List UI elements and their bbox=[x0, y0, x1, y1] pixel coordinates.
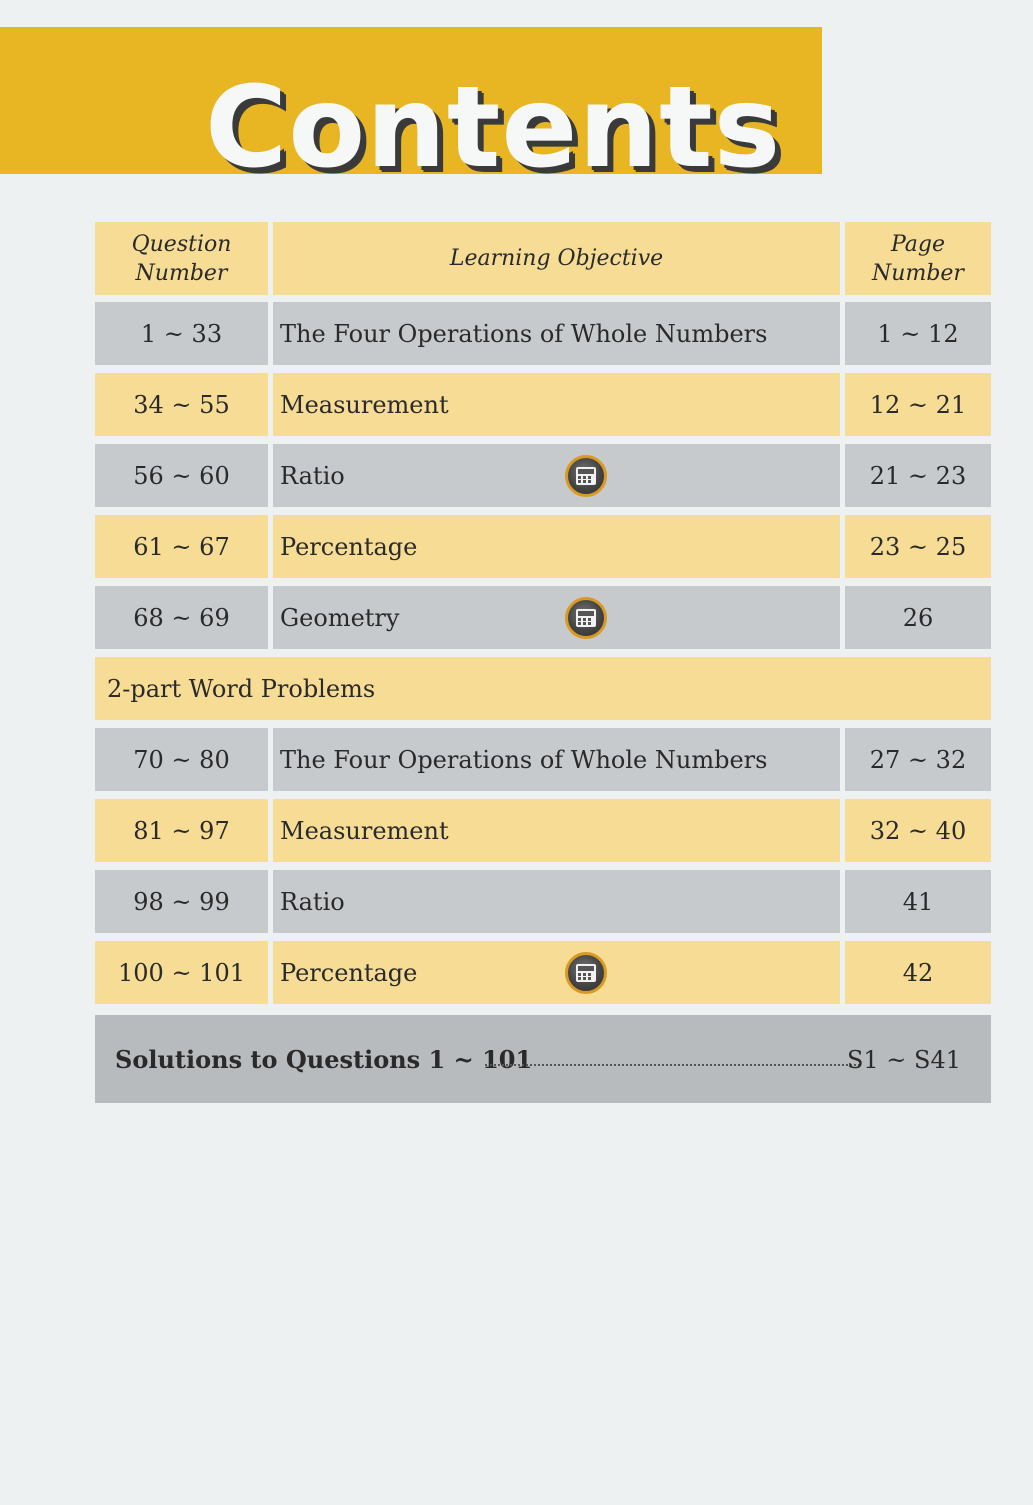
page-number: 21 ~ 23 bbox=[845, 444, 991, 507]
solutions-label: Solutions to Questions 1 ~ 101 bbox=[115, 1045, 533, 1074]
header-question-line2: Number bbox=[135, 260, 228, 286]
table-header bbox=[95, 222, 991, 295]
header-objective-label: Learning Objective bbox=[449, 246, 664, 271]
page-number: 26 bbox=[845, 586, 991, 649]
page-title: Contents bbox=[205, 63, 782, 193]
question-number: 34 ~ 55 bbox=[95, 373, 268, 436]
calculator-emblem-icon bbox=[565, 597, 607, 639]
question-number: 68 ~ 69 bbox=[95, 586, 268, 649]
table-row bbox=[95, 799, 991, 862]
header-question-number bbox=[95, 222, 268, 295]
table-row bbox=[95, 728, 991, 791]
header-question-line1: Question bbox=[131, 231, 232, 257]
solutions-page: S1 ~ S41 bbox=[846, 1046, 961, 1074]
table-row bbox=[95, 941, 991, 1004]
learning-objective: Percentage bbox=[273, 941, 840, 1004]
dot-leader bbox=[485, 1064, 860, 1066]
table-row bbox=[95, 870, 991, 933]
question-number: 61 ~ 67 bbox=[95, 515, 268, 578]
learning-objective: The Four Operations of Whole Numbers bbox=[273, 302, 840, 365]
question-number: 1 ~ 33 bbox=[95, 302, 268, 365]
page-number: 27 ~ 32 bbox=[845, 728, 991, 791]
question-number: 98 ~ 99 bbox=[95, 870, 268, 933]
header-page-number bbox=[845, 222, 991, 295]
learning-objective: Geometry bbox=[273, 586, 840, 649]
header-page-line2: Number bbox=[872, 260, 964, 286]
table-row bbox=[95, 302, 991, 365]
page-number: 1 ~ 12 bbox=[845, 302, 991, 365]
page-number: 12 ~ 21 bbox=[845, 373, 991, 436]
page-number: 42 bbox=[845, 941, 991, 1004]
calculator-emblem-icon bbox=[565, 455, 607, 497]
learning-objective: Ratio bbox=[273, 870, 840, 933]
header-page-line1: Page bbox=[890, 231, 946, 257]
question-number: 100 ~ 101 bbox=[95, 941, 268, 1004]
table-row bbox=[95, 586, 991, 649]
table-row bbox=[95, 373, 991, 436]
question-number: 56 ~ 60 bbox=[95, 444, 268, 507]
title-banner bbox=[0, 27, 822, 193]
table-row bbox=[95, 515, 991, 578]
learning-objective: Percentage bbox=[273, 515, 840, 578]
solutions-row bbox=[95, 1015, 991, 1103]
learning-objective: Measurement bbox=[273, 373, 840, 436]
page-number: 41 bbox=[845, 870, 991, 933]
page-number: 32 ~ 40 bbox=[845, 799, 991, 862]
learning-objective: Ratio bbox=[273, 444, 840, 507]
learning-objective: The Four Operations of Whole Numbers bbox=[273, 728, 840, 791]
calculator-emblem-icon bbox=[565, 952, 607, 994]
question-number: 81 ~ 97 bbox=[95, 799, 268, 862]
section-heading: 2-part Word Problems bbox=[95, 657, 991, 720]
question-number: 70 ~ 80 bbox=[95, 728, 268, 791]
header-learning-objective bbox=[273, 222, 840, 295]
learning-objective: Measurement bbox=[273, 799, 840, 862]
table-row bbox=[95, 444, 991, 507]
page-number: 23 ~ 25 bbox=[845, 515, 991, 578]
section-row bbox=[95, 657, 991, 720]
